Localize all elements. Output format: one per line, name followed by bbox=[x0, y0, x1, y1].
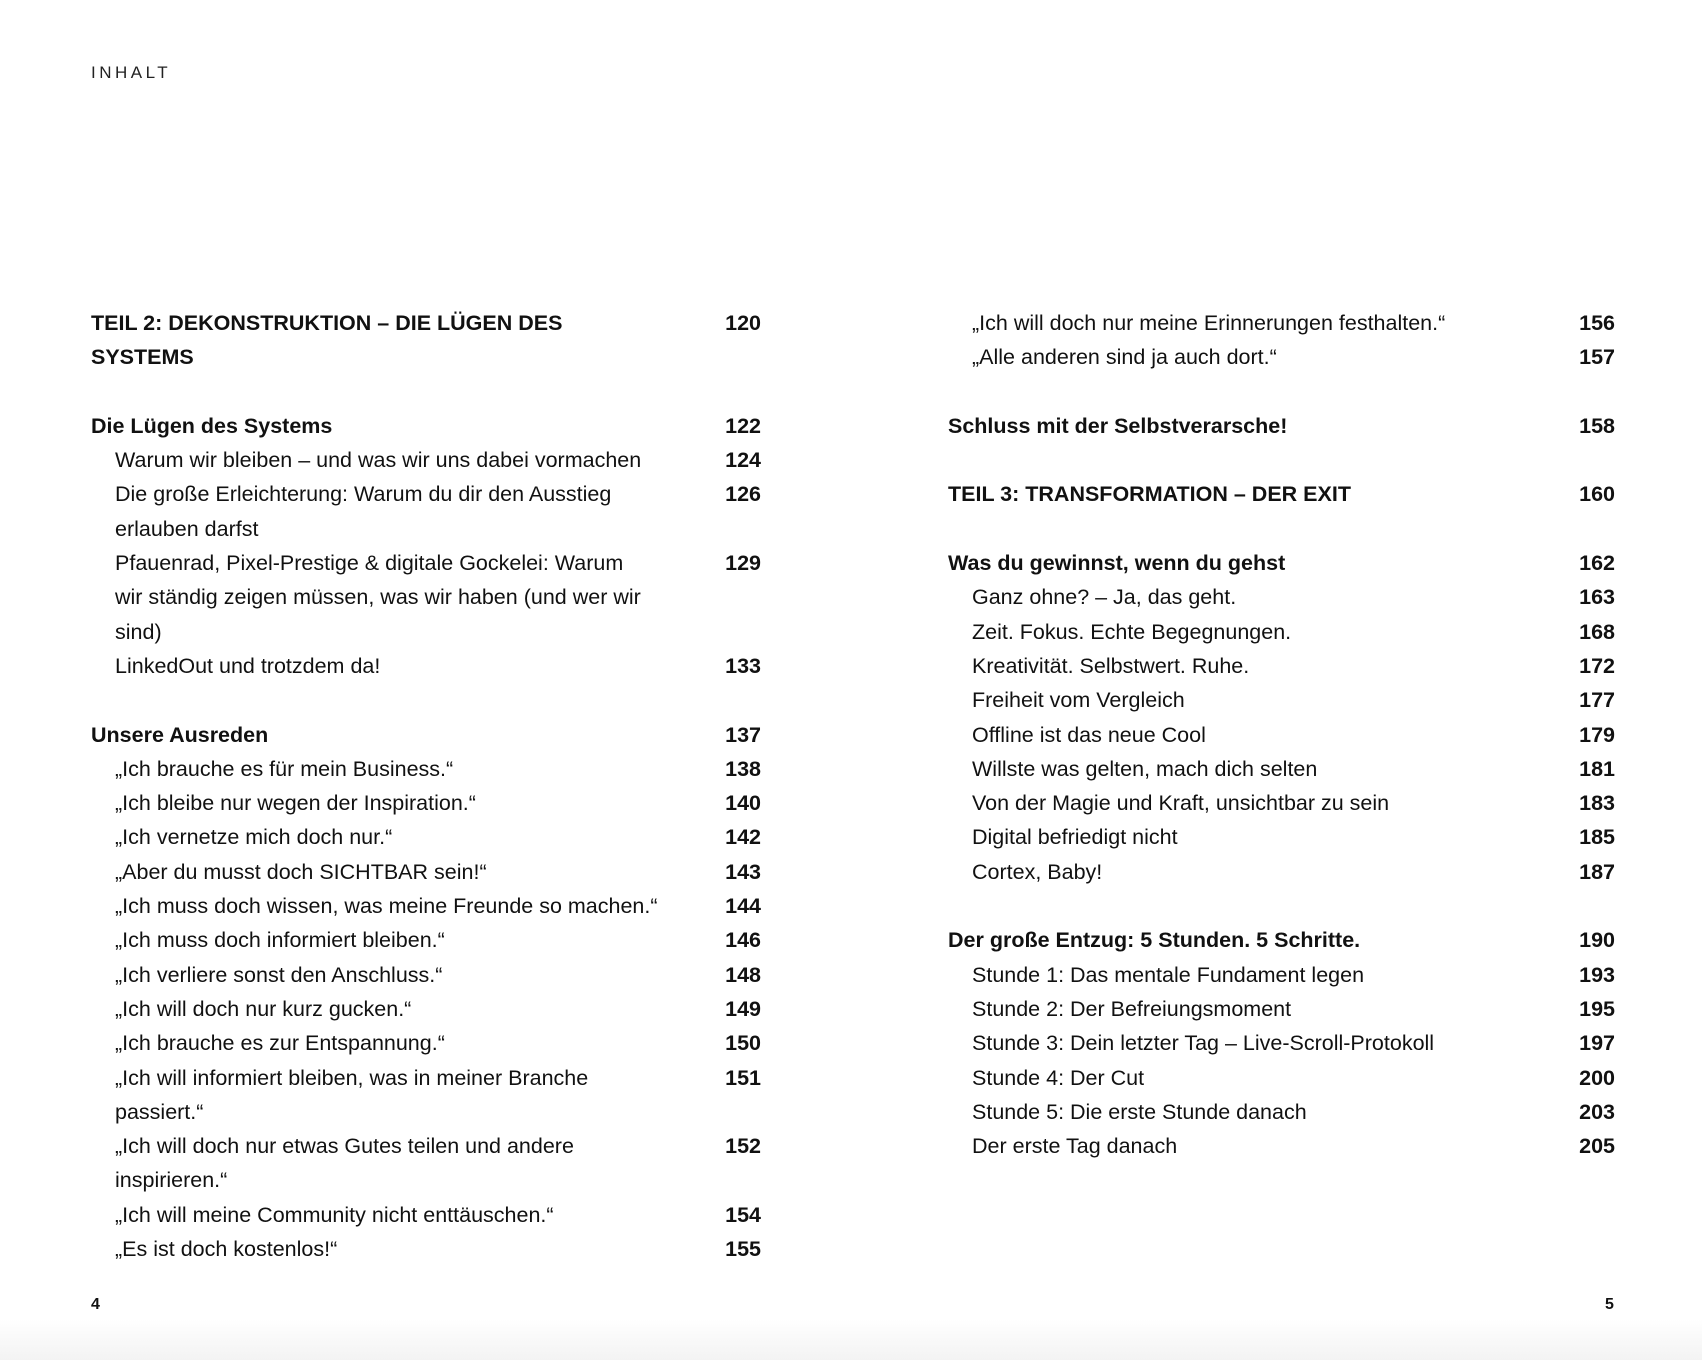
toc-item[interactable] bbox=[91, 752, 761, 786]
toc-entry-page: 190 bbox=[1579, 928, 1615, 953]
toc-entry-title: Offline ist das neue Cool bbox=[972, 722, 1206, 747]
toc-part-2[interactable] bbox=[91, 306, 761, 375]
toc-entry-page: 126 bbox=[725, 482, 761, 507]
toc-item[interactable] bbox=[948, 958, 1615, 992]
toc-entry-page: 205 bbox=[1579, 1134, 1615, 1159]
toc-item[interactable] bbox=[948, 752, 1615, 786]
toc-item[interactable] bbox=[91, 1061, 761, 1130]
toc-item[interactable] bbox=[948, 1061, 1615, 1095]
toc-section-entzug[interactable] bbox=[948, 923, 1615, 957]
toc-entry-page: 183 bbox=[1579, 791, 1615, 816]
toc-entry-title: Der erste Tag danach bbox=[972, 1134, 1178, 1159]
toc-entry-page: 142 bbox=[725, 825, 761, 850]
toc-entry-page: 162 bbox=[1579, 551, 1615, 576]
toc-entry-title: „Ich brauche es für mein Business.“ bbox=[115, 756, 454, 781]
toc-item[interactable] bbox=[91, 855, 761, 889]
toc-item[interactable] bbox=[948, 992, 1615, 1026]
toc-entry-page: 177 bbox=[1579, 688, 1615, 713]
toc-entry-title: Unsere Ausreden bbox=[91, 722, 269, 747]
toc-entry-page: 158 bbox=[1579, 413, 1615, 438]
toc-entry-title: Schluss mit der Selbstverarsche! bbox=[948, 413, 1288, 438]
toc-entry-title: Zeit. Fokus. Echte Begegnungen. bbox=[972, 619, 1292, 644]
toc-entry-page: 143 bbox=[725, 859, 761, 884]
toc-right-column bbox=[948, 306, 1615, 1163]
toc-item[interactable] bbox=[948, 1129, 1615, 1163]
toc-entry-page: 152 bbox=[725, 1134, 761, 1159]
spacer bbox=[91, 375, 761, 409]
toc-entry-page: 197 bbox=[1579, 1031, 1615, 1056]
toc-item[interactable] bbox=[91, 546, 761, 649]
toc-entry-title: „Es ist doch kostenlos!“ bbox=[115, 1237, 338, 1262]
toc-entry-page: 157 bbox=[1579, 345, 1615, 370]
toc-section-schluss[interactable] bbox=[948, 409, 1615, 443]
toc-entry-title: Die große Erleichterung: Warum du dir den Ausstieg erlauben darfst bbox=[115, 482, 612, 541]
toc-entry-title: Kreativität. Selbstwert. Ruhe. bbox=[972, 653, 1250, 678]
toc-item[interactable] bbox=[948, 718, 1615, 752]
toc-item[interactable] bbox=[948, 786, 1615, 820]
toc-item[interactable] bbox=[91, 477, 761, 546]
toc-item[interactable] bbox=[91, 820, 761, 854]
toc-entry-page: 160 bbox=[1579, 482, 1615, 507]
toc-item[interactable] bbox=[948, 820, 1615, 854]
toc-item[interactable] bbox=[948, 1095, 1615, 1129]
toc-entry-page: 144 bbox=[725, 894, 761, 919]
toc-entry-title: Stunde 2: Der Befreiungsmoment bbox=[972, 996, 1292, 1021]
toc-entry-title: Pfauenrad, Pixel-Prestige & digitale Gockelei: Warum wir ständig zeigen müssen, was wir haben (und wer wir sind) bbox=[115, 551, 641, 644]
toc-entry-page: 185 bbox=[1579, 825, 1615, 850]
toc-entry-title: „Alle anderen sind ja auch dort.“ bbox=[972, 345, 1277, 370]
toc-item[interactable] bbox=[91, 1198, 761, 1232]
spacer bbox=[948, 512, 1615, 546]
toc-section-luegen[interactable] bbox=[91, 409, 761, 443]
toc-section-gewinn[interactable] bbox=[948, 546, 1615, 580]
toc-item[interactable] bbox=[91, 1026, 761, 1060]
toc-entry-title: Stunde 4: Der Cut bbox=[972, 1065, 1145, 1090]
toc-entry-title: „Ich verliere sonst den Anschluss.“ bbox=[115, 962, 443, 987]
toc-entry-title: Von der Magie und Kraft, unsichtbar zu sein bbox=[972, 791, 1390, 816]
toc-entry-title: „Ich will doch nur etwas Gutes teilen und andere inspirieren.“ bbox=[115, 1134, 574, 1193]
spacer bbox=[948, 443, 1615, 477]
toc-section-ausreden[interactable] bbox=[91, 718, 761, 752]
toc-item[interactable] bbox=[948, 615, 1615, 649]
toc-entry-page: 129 bbox=[725, 551, 761, 576]
page-number-left: 4 bbox=[91, 1296, 100, 1313]
toc-left-column bbox=[91, 306, 761, 1266]
toc-entry-page: 155 bbox=[725, 1237, 761, 1262]
toc-item[interactable] bbox=[948, 855, 1615, 889]
toc-entry-page: 146 bbox=[725, 928, 761, 953]
toc-entry-title: „Aber du musst doch SICHTBAR sein!“ bbox=[115, 859, 487, 884]
toc-item[interactable] bbox=[948, 306, 1615, 340]
toc-entry-page: 149 bbox=[725, 996, 761, 1021]
toc-entry-title: „Ich will informiert bleiben, was in meiner Branche passiert.“ bbox=[115, 1065, 589, 1124]
toc-item[interactable] bbox=[948, 340, 1615, 374]
page-number-right: 5 bbox=[1605, 1296, 1614, 1313]
toc-entry-page: 168 bbox=[1579, 619, 1615, 644]
toc-item[interactable] bbox=[948, 683, 1615, 717]
toc-entry-title: „Ich vernetze mich doch nur.“ bbox=[115, 825, 393, 850]
toc-item[interactable] bbox=[91, 923, 761, 957]
toc-entry-title: Stunde 1: Das mentale Fundament legen bbox=[972, 962, 1365, 987]
toc-entry-title: Was du gewinnst, wenn du gehst bbox=[948, 551, 1286, 576]
toc-item[interactable] bbox=[91, 649, 761, 683]
toc-item[interactable] bbox=[948, 649, 1615, 683]
toc-entry-page: 156 bbox=[1579, 311, 1615, 335]
toc-item[interactable] bbox=[948, 1026, 1615, 1060]
running-head: INHALT bbox=[91, 63, 172, 82]
toc-entry-page: 150 bbox=[725, 1031, 761, 1056]
toc-entry-page: 200 bbox=[1579, 1065, 1615, 1090]
toc-entry-page: 120 bbox=[725, 311, 761, 335]
toc-entry-title: LinkedOut und trotzdem da! bbox=[115, 653, 381, 678]
toc-entry-title: „Ich muss doch informiert bleiben.“ bbox=[115, 928, 445, 953]
toc-entry-title: Stunde 5: Die erste Stunde danach bbox=[972, 1099, 1307, 1124]
toc-item[interactable] bbox=[91, 992, 761, 1026]
toc-entry-title: „Ich will doch nur meine Erinnerungen festhalten.“ bbox=[972, 311, 1446, 335]
toc-entry-title: Stunde 3: Dein letzter Tag – Live-Scroll-Protokoll bbox=[972, 1031, 1435, 1056]
toc-entry-title: Warum wir bleiben – und was wir uns dabei vormachen bbox=[115, 448, 642, 473]
toc-entry-title: Digital befriedigt nicht bbox=[972, 825, 1178, 850]
toc-entry-page: 151 bbox=[725, 1065, 761, 1090]
toc-item[interactable] bbox=[91, 443, 761, 477]
toc-entry-page: 203 bbox=[1579, 1099, 1615, 1124]
toc-entry-title: „Ich bleibe nur wegen der Inspiration.“ bbox=[115, 791, 476, 816]
toc-item[interactable] bbox=[91, 786, 761, 820]
toc-entry-title: Cortex, Baby! bbox=[972, 859, 1103, 884]
toc-entry-page: 137 bbox=[725, 722, 761, 747]
toc-item[interactable] bbox=[91, 889, 761, 923]
toc-entry-title: „Ich will meine Community nicht enttäuschen.“ bbox=[115, 1202, 554, 1227]
toc-entry-title: TEIL 2: DEKONSTRUKTION – DIE LÜGEN DES SYSTEMS bbox=[91, 311, 563, 370]
toc-entry-title: Willste was gelten, mach dich selten bbox=[972, 756, 1318, 781]
toc-item[interactable] bbox=[91, 1232, 761, 1266]
spacer bbox=[948, 889, 1615, 923]
spacer bbox=[91, 683, 761, 717]
toc-entry-page: 140 bbox=[725, 791, 761, 816]
toc-entry-page: 181 bbox=[1579, 756, 1615, 781]
toc-entry-page: 179 bbox=[1579, 722, 1615, 747]
toc-entry-page: 163 bbox=[1579, 585, 1615, 610]
toc-entry-page: 122 bbox=[725, 413, 761, 438]
toc-entry-title: Der große Entzug: 5 Stunden. 5 Schritte. bbox=[948, 928, 1361, 953]
toc-entry-page: 124 bbox=[725, 448, 761, 473]
toc-entry-title: Freiheit vom Vergleich bbox=[972, 688, 1185, 713]
toc-entry-title: TEIL 3: TRANSFORMATION – DER EXIT bbox=[948, 482, 1351, 507]
toc-entry-title: Ganz ohne? – Ja, das geht. bbox=[972, 585, 1237, 610]
toc-entry-page: 148 bbox=[725, 962, 761, 987]
toc-entry-page: 195 bbox=[1579, 996, 1615, 1021]
toc-entry-page: 193 bbox=[1579, 962, 1615, 987]
toc-entry-title: „Ich muss doch wissen, was meine Freunde so machen.“ bbox=[115, 894, 658, 919]
toc-entry-title: „Ich brauche es zur Entspannung.“ bbox=[115, 1031, 445, 1056]
toc-part-3[interactable] bbox=[948, 477, 1615, 511]
toc-entry-page: 154 bbox=[725, 1202, 761, 1227]
toc-entry-page: 172 bbox=[1579, 653, 1615, 678]
toc-entry-title: Die Lügen des Systems bbox=[91, 413, 333, 438]
toc-entry-page: 133 bbox=[725, 653, 761, 678]
toc-item[interactable] bbox=[948, 580, 1615, 614]
toc-entry-page: 187 bbox=[1579, 859, 1615, 884]
spacer bbox=[948, 375, 1615, 409]
toc-entry-page: 138 bbox=[725, 756, 761, 781]
toc-item[interactable] bbox=[91, 1129, 761, 1198]
toc-entry-title: „Ich will doch nur kurz gucken.“ bbox=[115, 996, 412, 1021]
toc-item[interactable] bbox=[91, 958, 761, 992]
